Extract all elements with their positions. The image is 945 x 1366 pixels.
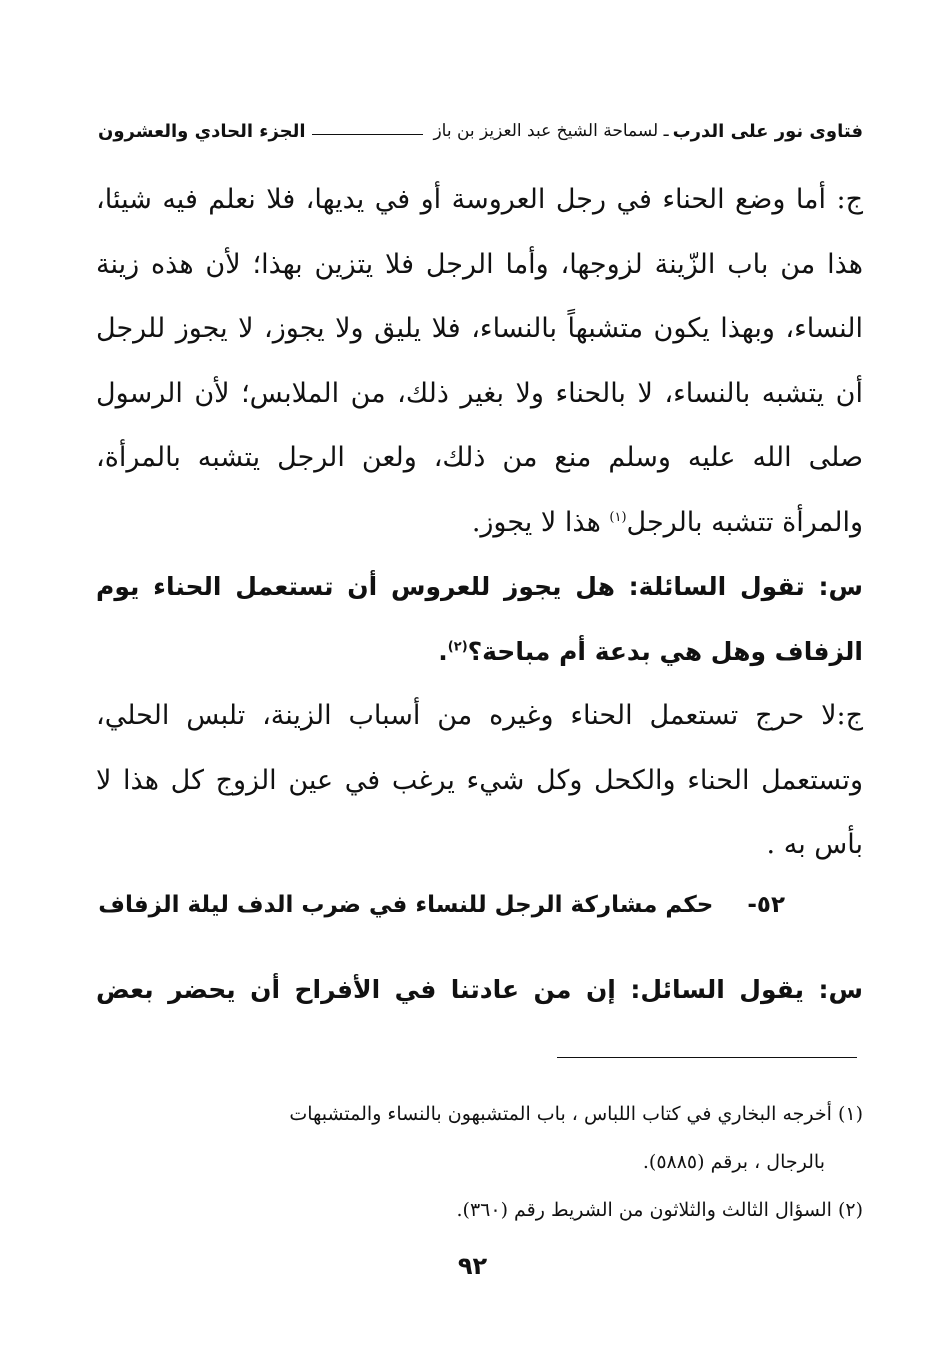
paragraph-text: ج:لا حرج تستعمل الحناء وغيره من أسباب الزينة، تلبس الحلي، وتستعمل الحناء والكحل وكل شيء يرغب في عين الزوج كل هذا لا بأس به . (96, 700, 863, 860)
page-number: ٩٢ (457, 1252, 488, 1280)
section-heading (96, 880, 785, 930)
answer-paragraph-2 (96, 684, 863, 878)
question-start: س: يقول السائل: إن من عادتنا في الأفراح أن يحضر بعض (96, 975, 863, 1004)
footnote-2 (92, 1186, 863, 1234)
volume-title: الجزء الحادي والعشرون (98, 120, 306, 142)
footnotes (92, 1090, 863, 1234)
section-title: حكم مشاركة الرجل للنساء في ضرب الدف ليلة الزفاف (98, 892, 714, 918)
footnote-text-cont: بالرجال ، برقم (٥٨٨٥). (642, 1151, 825, 1173)
question-paragraph (96, 555, 863, 684)
paragraph-text: س: تقول السائلة: هل يجوز للعروس أن تستعمل الحناء يوم الزفاف وهل هي بدعة أم مباحة؟ (96, 572, 863, 666)
paragraph-text: ج: أما وضع الحناء في رجل العروسة أو في يديها، فلا نعلم فيه شيئا، هذا من باب الزّينة لزوجها، وأما الرجل فلا يتزين بهذا؛ لأن هذه زينة النساء، وبهذا يكون متشبهاً بالنساء، فلا يليق ولا يجوز، لا يجوز للرجل أن يتشبه بالنساء، لا بالحناء ولا بغير ذلك، من الملابس؛ لأن الرسول صلى الله عليه وسلم منع من ذلك، ولعن الرجل يتشبه بالمرأة، والمرأة تتشبه بالرجل (96, 184, 863, 538)
body-text (96, 168, 863, 878)
footnote-text: (٢) السؤال الثالث والثلاثون من الشريط رقم (٣٦٠). (456, 1199, 863, 1221)
paragraph-text-end: هذا لا يجوز. (471, 506, 610, 538)
author-line: ـ لسماحة الشيخ عبد العزيز بن باز (433, 121, 669, 141)
footnote-text: (١) أخرجه البخاري في كتاب اللباس ، باب المتشبهون بالنساء والمتشبهات (289, 1103, 863, 1125)
running-header (98, 114, 863, 148)
footnote-marker: (٢) (447, 639, 468, 655)
header-rule (312, 134, 424, 135)
footnote-1 (92, 1090, 863, 1186)
footnote-divider (557, 1057, 857, 1058)
answer-paragraph-1 (96, 168, 863, 555)
series-title: فتاوى نور على الدرب (672, 120, 863, 142)
footnote-marker: (١) (609, 509, 627, 525)
paragraph-text-end: . (438, 636, 448, 666)
section-number: ٥٢- (747, 892, 785, 918)
